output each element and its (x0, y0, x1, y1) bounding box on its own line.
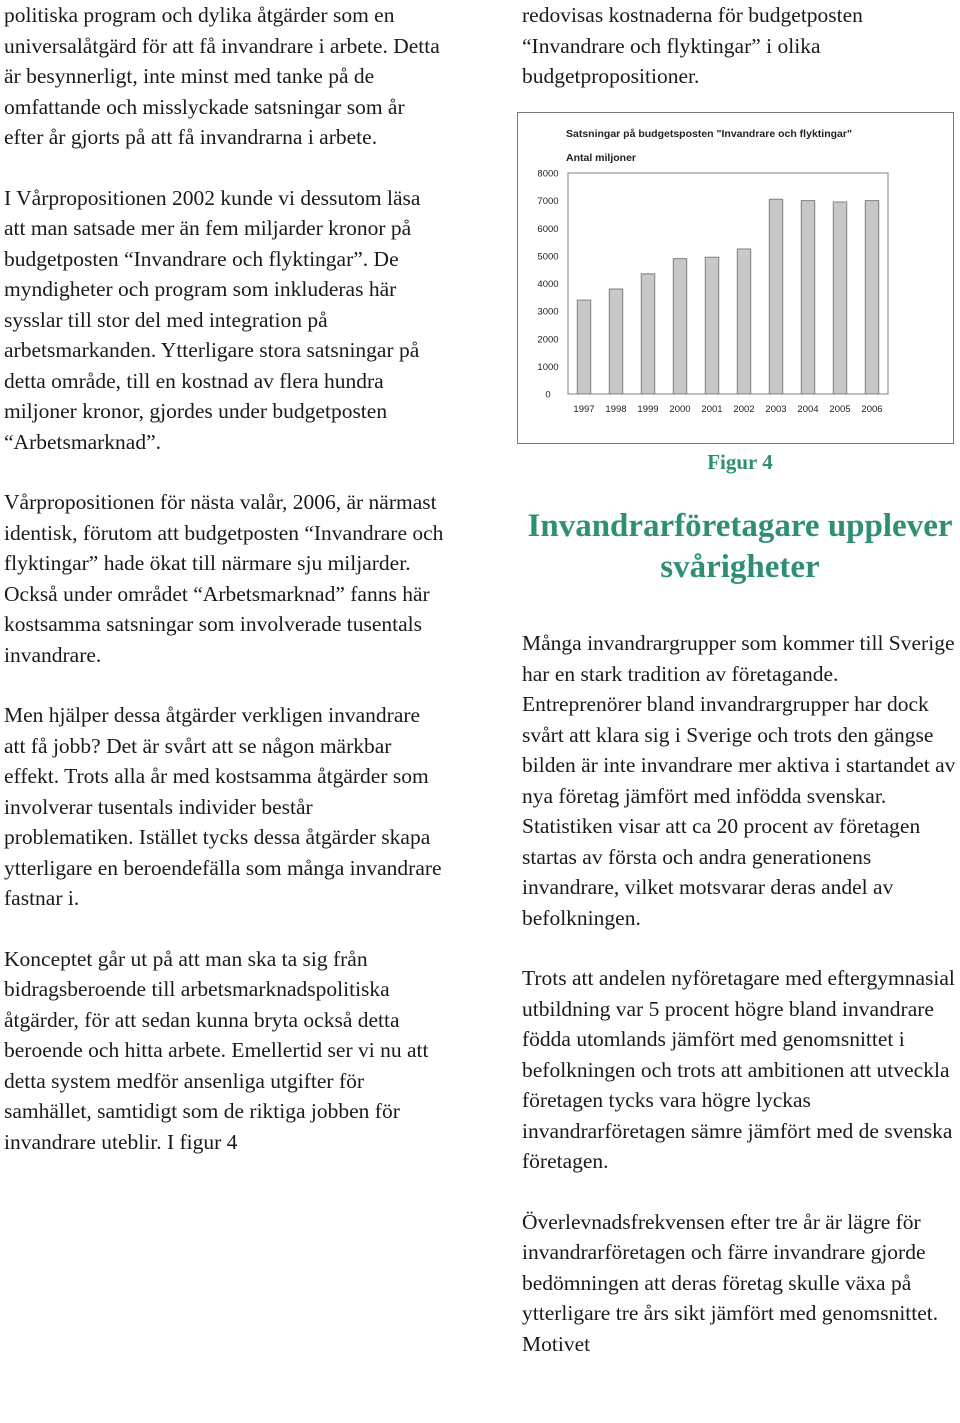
bar-2001 (705, 257, 718, 394)
y-tick-label: 2000 (537, 334, 559, 346)
y-tick-label: 8000 (537, 168, 559, 180)
bar-1997 (577, 300, 590, 394)
x-tick-label: 1998 (605, 404, 627, 415)
paragraph: Men hjälper dessa åtgärder verkligen invandrare att få jobb? Det är svårt att se någon märkbar effekt. Trots alla år med kostsamma åtgärder som involverar tusentals individer består problematiken. Istället tycks dessa åtgärder skapa ytterligare en beroendefälla som många invandrare fastnar i. (4, 703, 442, 910)
bar-2003 (769, 199, 782, 394)
bar-2006 (865, 201, 878, 394)
figure-label: Figur 4 (707, 450, 773, 474)
paragraph: politiska program och dylika åtgärder som en universalåtgärd för att få invandrare i arbete. Detta är besynnerligt, inte minst med tanke på de omfattande och misslyckade satsningar som år efter år gjorts på att få invandrarna i arbete. (4, 3, 440, 149)
x-tick-label: 2006 (861, 404, 883, 415)
chart-subtitle: Antal miljoner (566, 152, 637, 164)
chart-title: Satsningar på budgetsposten "Invandrare och flyktingar" (566, 128, 852, 140)
y-tick-label: 5000 (537, 251, 559, 263)
bar-2004 (801, 201, 814, 394)
budget-chart (517, 112, 954, 444)
bar-2002 (737, 249, 750, 394)
right-column-top (522, 0, 958, 92)
paragraph: Trots att andelen nyföretagare med eftergymnasial utbildning var 5 procent högre bland invandrare födda utomlands jämfört med genomsnittet i befolkningen och trots att ambitionen att utveckla företagen tycks vara högre lyckas invandrarföretagen sämre jämfört med de svenska företagen. (522, 966, 955, 1173)
x-tick-label: 2004 (797, 404, 819, 415)
x-tick-label: 1997 (573, 404, 595, 415)
paragraph: Överlevnadsfrekvensen efter tre år är lägre för invandrarföretagen och färre invandrare gjorde bedömningen att deras företag skulle växa på ytterligare tre års sikt jämfört med genomsnittet. Motivet (522, 1209, 939, 1356)
bar-2000 (673, 259, 686, 394)
x-tick-label: 2005 (829, 404, 851, 415)
paragraph: I Vårpropositionen 2002 kunde vi dessutom läsa att man satsade mer än fem miljarder kronor på budgetposten “Invandrare och flyktingar”. De myndigheter och program som inkluderas här sysslar till stor del med integration på arbetsmarkanden. Ytterligare stora satsningar på detta område, till en kostnad av flera hundra miljoner kronor, gjordes under budgetposten “Arbetsmarknad”. (4, 185, 421, 454)
bar-1999 (641, 274, 654, 394)
section-heading: Invandrarföretagare upplever svårigheter (527, 508, 953, 585)
x-tick-label: 2002 (733, 404, 755, 415)
x-tick-label: 2001 (701, 404, 723, 415)
x-tick-label: 2003 (765, 404, 787, 415)
bar-2005 (833, 202, 846, 394)
x-tick-label: 1999 (637, 404, 659, 415)
paragraph: Konceptet går ut på att man ska ta sig från bidragsberoende till arbetsmarknadspolitiska åtgärder, för att sedan kunna bryta också detta beroende och hitta arbete. Emellertid ser vi nu att detta system medför ansenliga utgifter för samhället, samtidigt som de riktiga jobben för invandrare uteblir. I figur 4 (4, 946, 429, 1154)
y-tick-label: 3000 (537, 306, 559, 318)
y-tick-label: 4000 (537, 279, 559, 290)
y-tick-label: 0 (545, 389, 551, 401)
y-tick-label: 7000 (537, 196, 559, 208)
y-tick-label: 6000 (537, 223, 559, 235)
paragraph: Vårpropositionen för nästa valår, 2006, är närmast identisk, förutom att budgetposten “Invandrare och flyktingar” hade ökat till närmare sju miljarder. Också under området “Arbetsmarknad” fanns här kostsamma satsningar som involverade tusentals invandrare. (4, 490, 444, 667)
chart-svg (518, 113, 953, 443)
left-column (4, 0, 444, 1157)
y-tick-label: 1000 (537, 361, 559, 373)
paragraph: redovisas kostnaderna för budgetposten “Invandrare och flyktingar” i olika budgetpropositioner. (522, 3, 863, 88)
right-column (522, 628, 958, 1359)
paragraph: Många invandrargrupper som kommer till Sverige har en stark tradition av företagande. Entreprenörer bland invandrargrupper har dock svårt att klara sig i Sverige och trots den gängse bilden är inte invandrare mer aktiva i startandet av nya företag jämfört med infödda svenskar. Statistiken visar att ca 20 procent av företagen startas av första och andra generationens invandrare, vilket motsvarar deras andel av befolkningen. (522, 631, 956, 930)
x-tick-label: 2000 (669, 404, 691, 415)
bar-1998 (609, 289, 622, 394)
